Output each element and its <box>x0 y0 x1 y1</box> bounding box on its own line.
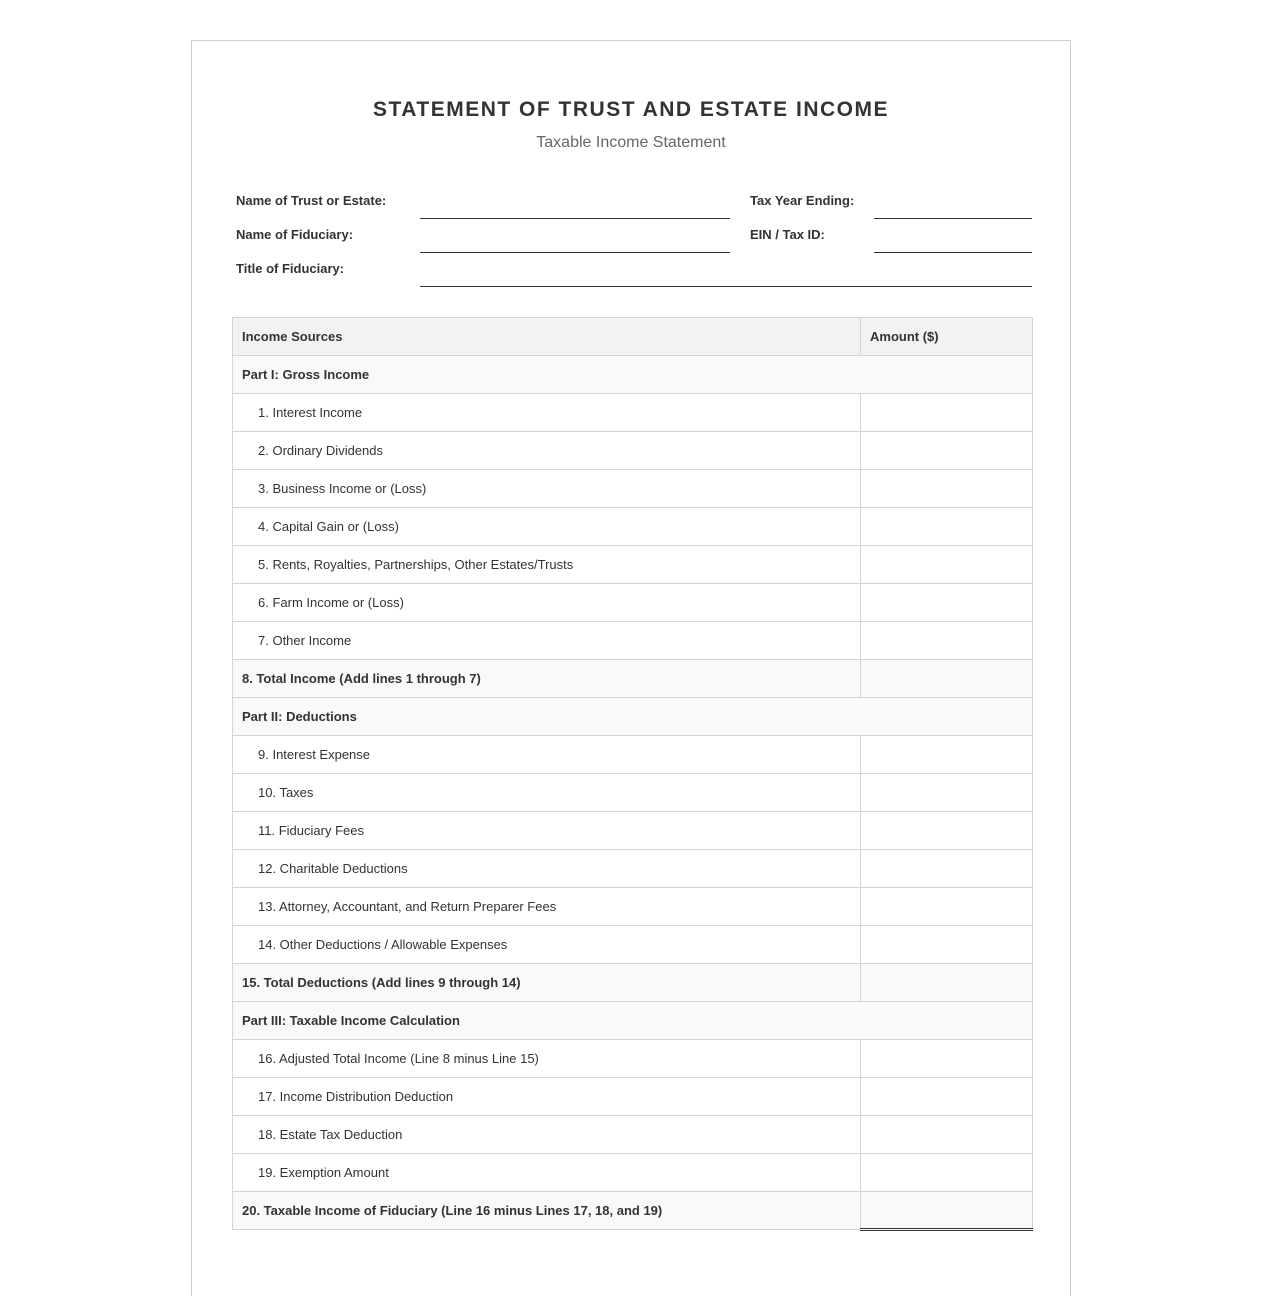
line-label: 14. Other Deductions / Allowable Expenses <box>233 926 861 964</box>
total-row-deductions <box>233 964 1033 1002</box>
trust-name-label: Name of Trust or Estate: <box>236 193 387 208</box>
line-label: 2. Ordinary Dividends <box>233 432 861 470</box>
amount-cell[interactable] <box>861 774 1033 812</box>
line-label: 12. Charitable Deductions <box>233 850 861 888</box>
table-row <box>233 508 1033 546</box>
tax-year-label: Tax Year Ending: <box>750 193 855 208</box>
amount-cell[interactable] <box>861 926 1033 964</box>
amount-cell[interactable] <box>861 584 1033 622</box>
line-label: 5. Rents, Royalties, Partnerships, Other Estates/Trusts <box>233 546 861 584</box>
table-row <box>233 774 1033 812</box>
line-label: 18. Estate Tax Deduction <box>233 1116 861 1154</box>
total-amount-cell[interactable] <box>861 964 1033 1002</box>
section-row-part-2 <box>233 698 1033 736</box>
page-subtitle: Taxable Income Statement <box>536 134 726 151</box>
amount-cell[interactable] <box>861 736 1033 774</box>
line-label: 1. Interest Income <box>233 394 861 432</box>
section-row-part-3 <box>233 1002 1033 1040</box>
total-label: 8. Total Income (Add lines 1 through 7) <box>233 660 861 698</box>
amount-cell[interactable] <box>861 470 1033 508</box>
table-row <box>233 584 1033 622</box>
table-row <box>233 1154 1033 1192</box>
trust-name-field[interactable] <box>420 218 730 219</box>
section-row-part-1 <box>233 356 1033 394</box>
table-row <box>233 736 1033 774</box>
line-label: 16. Adjusted Total Income (Line 8 minus Line 15) <box>233 1040 861 1078</box>
line-label: 7. Other Income <box>233 622 861 660</box>
section-title: Part III: Taxable Income Calculation <box>233 1002 1033 1040</box>
total-row-income <box>233 660 1033 698</box>
section-title: Part I: Gross Income <box>233 356 1033 394</box>
taxable-income-amount-cell[interactable] <box>861 1192 1033 1230</box>
amount-cell[interactable] <box>861 394 1033 432</box>
table-row <box>233 1078 1033 1116</box>
line-label: 10. Taxes <box>233 774 861 812</box>
table-row <box>233 888 1033 926</box>
table-row <box>233 394 1033 432</box>
table-row <box>233 1116 1033 1154</box>
amount-cell[interactable] <box>861 1078 1033 1116</box>
amount-cell[interactable] <box>861 888 1033 926</box>
section-title: Part II: Deductions <box>233 698 1033 736</box>
line-label: 3. Business Income or (Loss) <box>233 470 861 508</box>
table-row <box>233 546 1033 584</box>
income-sources-header: Income Sources <box>233 318 861 356</box>
amount-cell[interactable] <box>861 508 1033 546</box>
line-label: 6. Farm Income or (Loss) <box>233 584 861 622</box>
fiduciary-title-field[interactable] <box>420 286 1032 287</box>
amount-cell[interactable] <box>861 1154 1033 1192</box>
line-label: 19. Exemption Amount <box>233 1154 861 1192</box>
line-label: 17. Income Distribution Deduction <box>233 1078 861 1116</box>
amount-cell[interactable] <box>861 622 1033 660</box>
table-row <box>233 850 1033 888</box>
fiduciary-name-label: Name of Fiduciary: <box>236 227 354 242</box>
total-label: 15. Total Deductions (Add lines 9 through 14) <box>233 964 861 1002</box>
statement-page <box>191 40 1071 1296</box>
tax-year-field[interactable] <box>874 218 1032 219</box>
ein-field[interactable] <box>874 252 1032 253</box>
line-label: 9. Interest Expense <box>233 736 861 774</box>
amount-cell[interactable] <box>861 812 1033 850</box>
ein-label: EIN / Tax ID: <box>750 227 825 242</box>
table-row <box>233 470 1033 508</box>
amount-cell[interactable] <box>861 1040 1033 1078</box>
fiduciary-name-field[interactable] <box>420 252 730 253</box>
table-row <box>233 926 1033 964</box>
amount-cell[interactable] <box>861 1116 1033 1154</box>
line-label: 4. Capital Gain or (Loss) <box>233 508 861 546</box>
total-row-taxable-income <box>233 1192 1033 1230</box>
table-row <box>233 432 1033 470</box>
amount-cell[interactable] <box>861 432 1033 470</box>
table-header-row <box>233 318 1033 356</box>
amount-header: Amount ($) <box>861 318 1033 356</box>
total-label: 20. Taxable Income of Fiduciary (Line 16 minus Lines 17, 18, and 19) <box>233 1192 861 1230</box>
total-amount-cell[interactable] <box>861 660 1033 698</box>
page-title: STATEMENT OF TRUST AND ESTATE INCOME <box>373 98 889 121</box>
fiduciary-title-label: Title of Fiduciary: <box>236 261 345 276</box>
amount-cell[interactable] <box>861 850 1033 888</box>
table-row <box>233 622 1033 660</box>
table-row <box>233 812 1033 850</box>
table-row <box>233 1040 1033 1078</box>
line-label: 11. Fiduciary Fees <box>233 812 861 850</box>
line-label: 13. Attorney, Accountant, and Return Preparer Fees <box>233 888 861 926</box>
income-table <box>232 317 1033 1231</box>
amount-cell[interactable] <box>861 546 1033 584</box>
